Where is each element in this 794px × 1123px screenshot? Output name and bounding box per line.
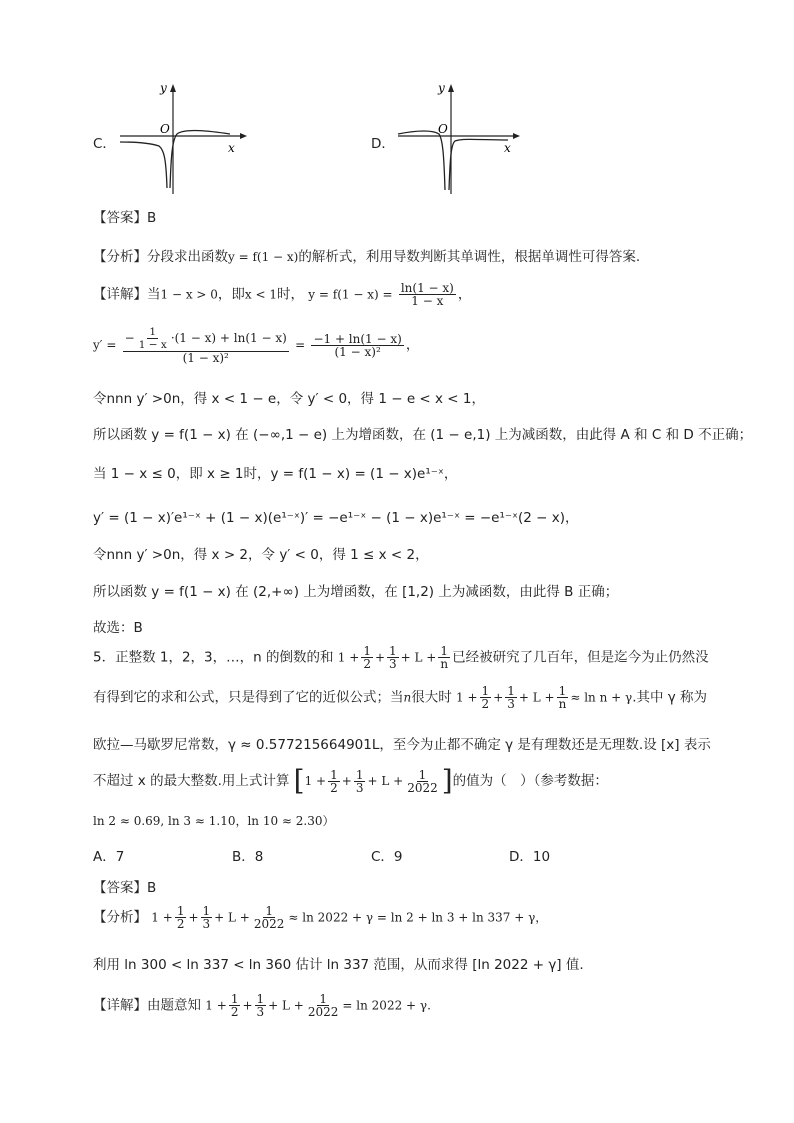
- y-label: y: [438, 81, 445, 95]
- fraction: $\frac{\ln(1 - x)}{1 - x}$: [400, 281, 454, 308]
- q5-line5: ln 2 ≈ 0.69, ln 3 ≈ 1.10，ln 10 ≈ 2.30）: [93, 814, 335, 828]
- y-label: y: [160, 81, 167, 95]
- q4-detail-line4: 所以函数 y = f(1 − x) 在 (−∞,1 − e) 上为增函数，在 (1 − e,1) 上为减函数，由此得 A 和 C 和 D 不正确；: [93, 427, 753, 443]
- q4-analysis: 【分析】分段求出函数y = f(1 − x)的解析式，利用导数判断其单调性，根据单调性可得答案.: [93, 249, 641, 265]
- fraction-simplified: $\frac{-1 + \ln(1 - x)}{\text{(1 − x)²}}$: [313, 331, 402, 359]
- q5-analysis-2: 利用 ln 300 < ln 337 < ln 360 估计 ln 337 范围，从而求得 [ln 2022 + γ] 值.: [93, 957, 584, 973]
- q4-detail-line8: 所以函数 y = f(1 − x) 在 (2,+∞) 上为增函数，在 [1,2) 上为减函数，由此得 B 正确；: [93, 584, 619, 600]
- origin-label: O: [160, 122, 170, 136]
- x-label: x: [228, 141, 235, 155]
- q5-line2: 有得到它的求和公式，只是得到了它的近似公式；当n很大时 1 + $\frac{1}{2}$ + $\frac{1}{3}$ + L + $\frac{1}{n}$ ≈ ln n + γ.其中 γ 称为: [93, 684, 708, 711]
- option-c-label: C．: [93, 136, 116, 152]
- q4-choice: 故选：B: [93, 620, 143, 636]
- detail-tag: 【详解】: [93, 286, 147, 303]
- q4-detail-line5: 当 1 − x ≤ 0，即 x ≥ 1时，y = f(1 − x) = (1 − x)e¹⁻ˣ，: [93, 466, 458, 482]
- graph-c: [115, 78, 250, 198]
- q5-analysis: 【分析】 1 + $\frac{1}{2}$ + $\frac{1}{3}$ + L + $\frac{1}{2022}$ ≈ ln 2022 + γ = ln 2 + ln 3 + ln 337 + γ，: [93, 904, 548, 931]
- curve-c: [120, 131, 230, 188]
- option-a[interactable]: A．7: [93, 849, 125, 865]
- q4-detail-line6: y′ = (1 − x)′e¹⁻ˣ + (1 − x)(e¹⁻ˣ)′ = −e¹⁻ˣ − (1 − x)e¹⁻ˣ = −e¹⁻ˣ(2 − x)，: [93, 510, 579, 526]
- q4-detail-line3: 令nnn y′ >0n，得 x < 1 − e，令 y′ < 0，得 1 − e < x < 1，: [93, 391, 486, 407]
- q5-line4: 不超过 x 的最大整数.用上式计算 [1 + $\frac{1}{2}$ + $\frac{1}{3}$ + L + $\frac{1}{2022}$ ]的值为（ ）（参考数据：: [93, 764, 608, 797]
- q5-line1: 5．正整数 1，2，3，…，n 的倒数的和 1 + $\frac{1}{2}$ + $\frac{1}{3}$ + L + $\frac{1}{n}$ 已经被研究了几百年，但是迄今为止仍然没: [93, 644, 709, 671]
- q4-detail-line7: 令nnn y′ >0n，得 x > 2，令 y′ < 0，得 1 ≤ x < 2，: [93, 547, 429, 563]
- option-d[interactable]: D．10: [509, 849, 551, 865]
- x-axis-arrow: [240, 133, 247, 139]
- option-c[interactable]: C．9: [371, 849, 403, 865]
- q5-line3: 欧拉—马歇罗尼常数，γ ≈ 0.577215664901L，至今为止都不确定 γ 是有理数还是无理数.设 [x] 表示: [93, 737, 711, 753]
- q5-detail: 【详解】由题意知 1 + $\frac{1}{2}$ + $\frac{1}{3}$ + L + $\frac{1}{2022}$ = ln 2022 + γ.: [93, 992, 431, 1019]
- fraction-derivative: − $\frac{1}{1 - x}$ ·(1 − x) + ln(1 − x) (1 − x)²: [124, 326, 287, 365]
- x-label: x: [504, 141, 511, 155]
- q5-answer: 【答案】B: [93, 880, 157, 896]
- curve-d: [398, 131, 508, 190]
- origin-label: O: [438, 122, 448, 136]
- analysis-tag: 【分析】: [93, 249, 147, 265]
- x-axis-arrow: [513, 133, 520, 139]
- option-b[interactable]: B．8: [232, 849, 264, 865]
- q4-answer: 【答案】B: [93, 210, 157, 226]
- y-axis-arrow: [448, 84, 454, 92]
- graph-d: [393, 78, 528, 198]
- y-axis-arrow: [170, 84, 176, 92]
- q4-detail-line2: y′ = − $\frac{1}{1 - x}$ ·(1 − x) + ln(1 − x) (1 − x)² = $\frac{-1 + \ln(1 - x)}{\text{(1 − x)²}}$ ，: [93, 326, 420, 365]
- q4-detail-line1: 【详解】当1 − x > 0，即x < 1时， y = f(1 − x) = $\frac{\ln(1 - x)}{1 - x}$ ，: [93, 281, 472, 308]
- option-d-label: D．: [371, 136, 395, 152]
